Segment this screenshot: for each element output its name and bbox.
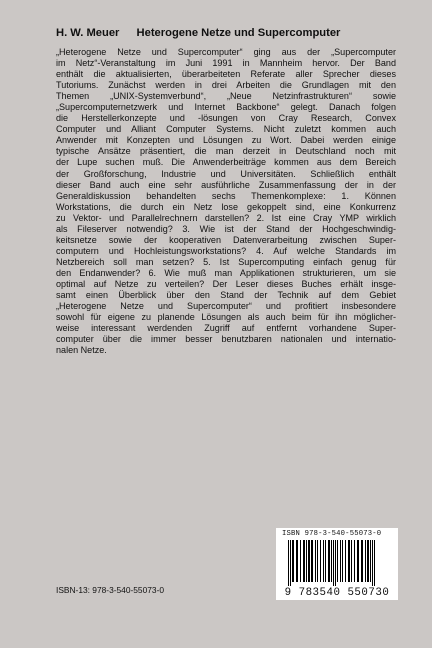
- barcode-digits: 9 783540 550730: [284, 587, 390, 599]
- author-name: H. W. Meuer: [56, 27, 120, 39]
- barcode-bar: [303, 540, 305, 582]
- barcode-bar: [372, 540, 373, 586]
- barcode-bar: [315, 540, 316, 582]
- barcode-bar: [340, 540, 341, 582]
- blurb-line: die Herstellerkonzepte und -lösungen von Cray Research, Convex: [56, 113, 396, 124]
- blurb-line: der Großforschung, Industrie und Universitäten. Schließlich enthält: [56, 168, 396, 179]
- barcode-bar: [325, 540, 326, 582]
- barcode-bar: [333, 540, 334, 586]
- blurb-line: Netzbereich soll man setzen? 5. Ist Supercomputing einfach genug für: [56, 256, 396, 267]
- blurb-line: weise interessant werdenden Zugriff auf entfernt vorhandene Super-: [56, 323, 396, 334]
- barcode-bar: [354, 540, 355, 582]
- barcode-bar: [320, 540, 321, 582]
- barcode-bar: [328, 540, 330, 582]
- blurb-line: der Lupe suchen muß. Die Anwenderbeiträge kommen aus dem Bereich: [56, 157, 396, 168]
- barcode-bar: [365, 540, 366, 582]
- book-header: [56, 27, 340, 39]
- barcode-bar: [335, 540, 336, 586]
- barcode-bar: [342, 540, 343, 582]
- barcode-bars: [286, 540, 388, 586]
- barcode-isbn-text: ISBN 978-3-540-55073-0: [282, 530, 382, 538]
- book-title: Heterogene Netze und Supercomputer: [136, 27, 341, 39]
- blurb-line: optimal auf Netze zu verteilen? Der Leser dieses Buches erhält insge-: [56, 278, 396, 289]
- barcode-bar: [351, 540, 352, 582]
- barcode-bar: [296, 540, 298, 582]
- blurb-line: Tutoriums. Zunächst werden in drei Arbeiten die Grundlagen mit den: [56, 80, 396, 91]
- blurb-line: nalen Netze.: [56, 345, 107, 356]
- barcode-bar: [323, 540, 324, 582]
- blurb-line: dieser Band auch eine sehr ausführliche Zusammenfassung der in der: [56, 179, 396, 190]
- blurb-line: sowohl für eigene zu planende Lösungen als auch beim für ihn möglicher-: [56, 312, 396, 323]
- blurb-line: als Fileserver notwendig? 3. Wie ist der Stand der Hochgeschwindig-: [56, 223, 396, 234]
- blurb-line: computern und Hochleistungsworkstations? 4. Auf welche Standards im: [56, 245, 396, 256]
- barcode-bar: [292, 540, 294, 582]
- barcode-bar: [317, 540, 318, 582]
- barcode-bar: [374, 540, 375, 586]
- blurb-line: Workstations, die durch ein Netz lose gekoppelt sind, eine Konkurrenz: [56, 201, 396, 212]
- barcode-bar: [357, 540, 359, 582]
- barcode-label: [276, 528, 398, 600]
- blurb-line: den Endanwender? 6. Wie muß man Applikationen strukturieren, um sie: [56, 267, 396, 278]
- barcode-bar: [288, 540, 289, 586]
- blurb-line: zu Vektor- und Parallelrechnern darstellen? 2. Ist eine Cray YMP wirklich: [56, 212, 396, 223]
- barcode-bar: [345, 540, 346, 582]
- barcode-bar: [348, 540, 350, 582]
- blurb-line: im Netz“-Veranstaltung im Juni 1991 in Mannheim hervor. Der Band: [56, 58, 396, 69]
- barcode-bar: [361, 540, 363, 582]
- blurb-line: Generaldiskussion behandelten sechs Themenkomplexe: 1. Können: [56, 190, 396, 201]
- blurb-line: Themen „UNIX-Systemverbund“, „Neue Netzinfrastrukturen“ sowie: [56, 91, 396, 102]
- blurb-line: computer über die immer besser benutzbaren nationalen und internatio-: [56, 334, 396, 345]
- barcode-bar: [300, 540, 301, 582]
- barcode-bar: [370, 540, 371, 582]
- blurb-line: „Heterogene Netze und Supercomputer“ und profitiert insbesondere: [56, 301, 396, 312]
- barcode-bar: [306, 540, 307, 582]
- barcode-bar: [331, 540, 332, 582]
- blurb-line: „Heterogene Netze und Supercomputer“ ging aus der „Supercomputer: [56, 47, 396, 57]
- blurb-line: „Supercomputernetzwerk und Internet Backbone“ gelegt. Danach folgen: [56, 102, 396, 113]
- blurb-line: typische Ansätze präsentiert, die man derzeit in Deutschland noch mit: [56, 146, 396, 157]
- barcode-bar: [290, 540, 291, 586]
- barcode-bar: [337, 540, 338, 582]
- back-cover-blurb: [56, 47, 396, 356]
- barcode-bar: [311, 540, 313, 582]
- blurb-line: enthält die aktualisierten, überarbeiteten Referate aller Sprecher dieses: [56, 69, 396, 80]
- blurb-line: Computer und Alliant Computer Systems. Nicht zuletzt kommen auch: [56, 124, 396, 135]
- barcode-bar: [308, 540, 310, 582]
- blurb-line: keitsnetze sowie der kooperativen Datenverarbeitung zwischen Super-: [56, 234, 396, 245]
- blurb-line: samt einen Überblick über den Stand der Technik auf dem Gebiet: [56, 290, 396, 301]
- blurb-line: Anwender mit Konzepten und Lösungen zu Wort. Dabei werden einige: [56, 135, 396, 146]
- isbn-13-text: ISBN-13: 978-3-540-55073-0: [56, 585, 165, 595]
- barcode-bar: [367, 540, 369, 582]
